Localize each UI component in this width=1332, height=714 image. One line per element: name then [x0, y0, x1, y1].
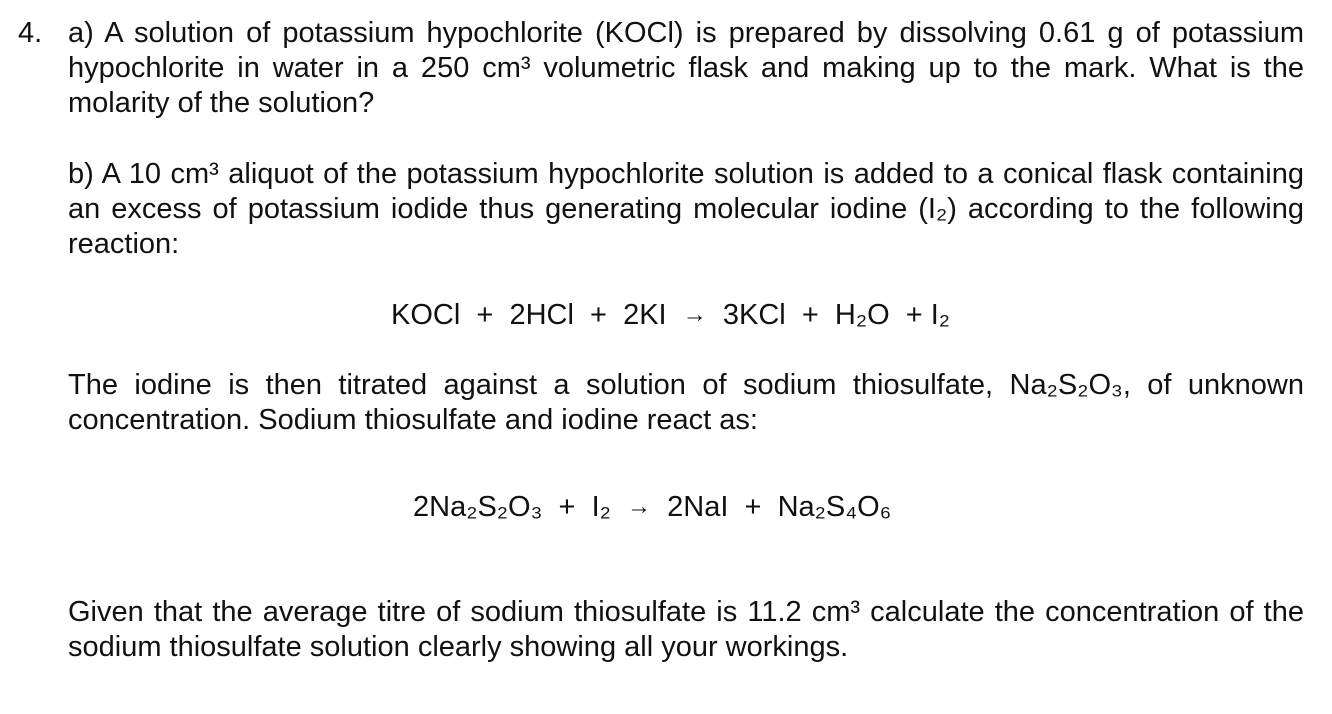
equation-1-products: 3KCl + H₂O + I₂: [722, 299, 951, 331]
given-titre-text: Given that the average titre of sodium thiosulfate is 11.2 cm³ calculate the concentration of the sodium thiosulfate solution clearly showing all your workings.: [68, 596, 1304, 663]
equation-2-arrow: →: [627, 493, 652, 520]
equation-2-products: 2NaI + Na₂S₄O₆: [667, 491, 892, 523]
equation-1-arrow: →: [682, 301, 707, 328]
part-a-text: a) A solution of potassium hypochlorite (KOCl) is prepared by dissolving 0.61 g of potassium hypochlorite in water in a 250 cm³ volumetric flask and making up to the mark. What is the molarity of the solution?: [68, 17, 1304, 119]
equation-hypochlorite-iodide: [391, 298, 950, 334]
iodine-titration-text: The iodine is then titrated against a solution of sodium thiosulfate, Na₂S₂O₃, of unknown concentration. Sodium thiosulfate and iodine react as:: [68, 369, 1304, 436]
equation-1-reactants: KOCl + 2HCl + 2KI: [391, 299, 667, 331]
equation-2-reactants: 2Na₂S₂O₃ + I₂: [413, 491, 611, 523]
question-number: 4.: [18, 17, 43, 49]
equation-thiosulfate-iodine: [413, 490, 891, 526]
part-b-intro: b) A 10 cm³ aliquot of the potassium hypochlorite solution is added to a conical flask containing an excess of potassium iodide thus generating molecular iodine (I₂) according to the following reaction:: [68, 158, 1304, 260]
